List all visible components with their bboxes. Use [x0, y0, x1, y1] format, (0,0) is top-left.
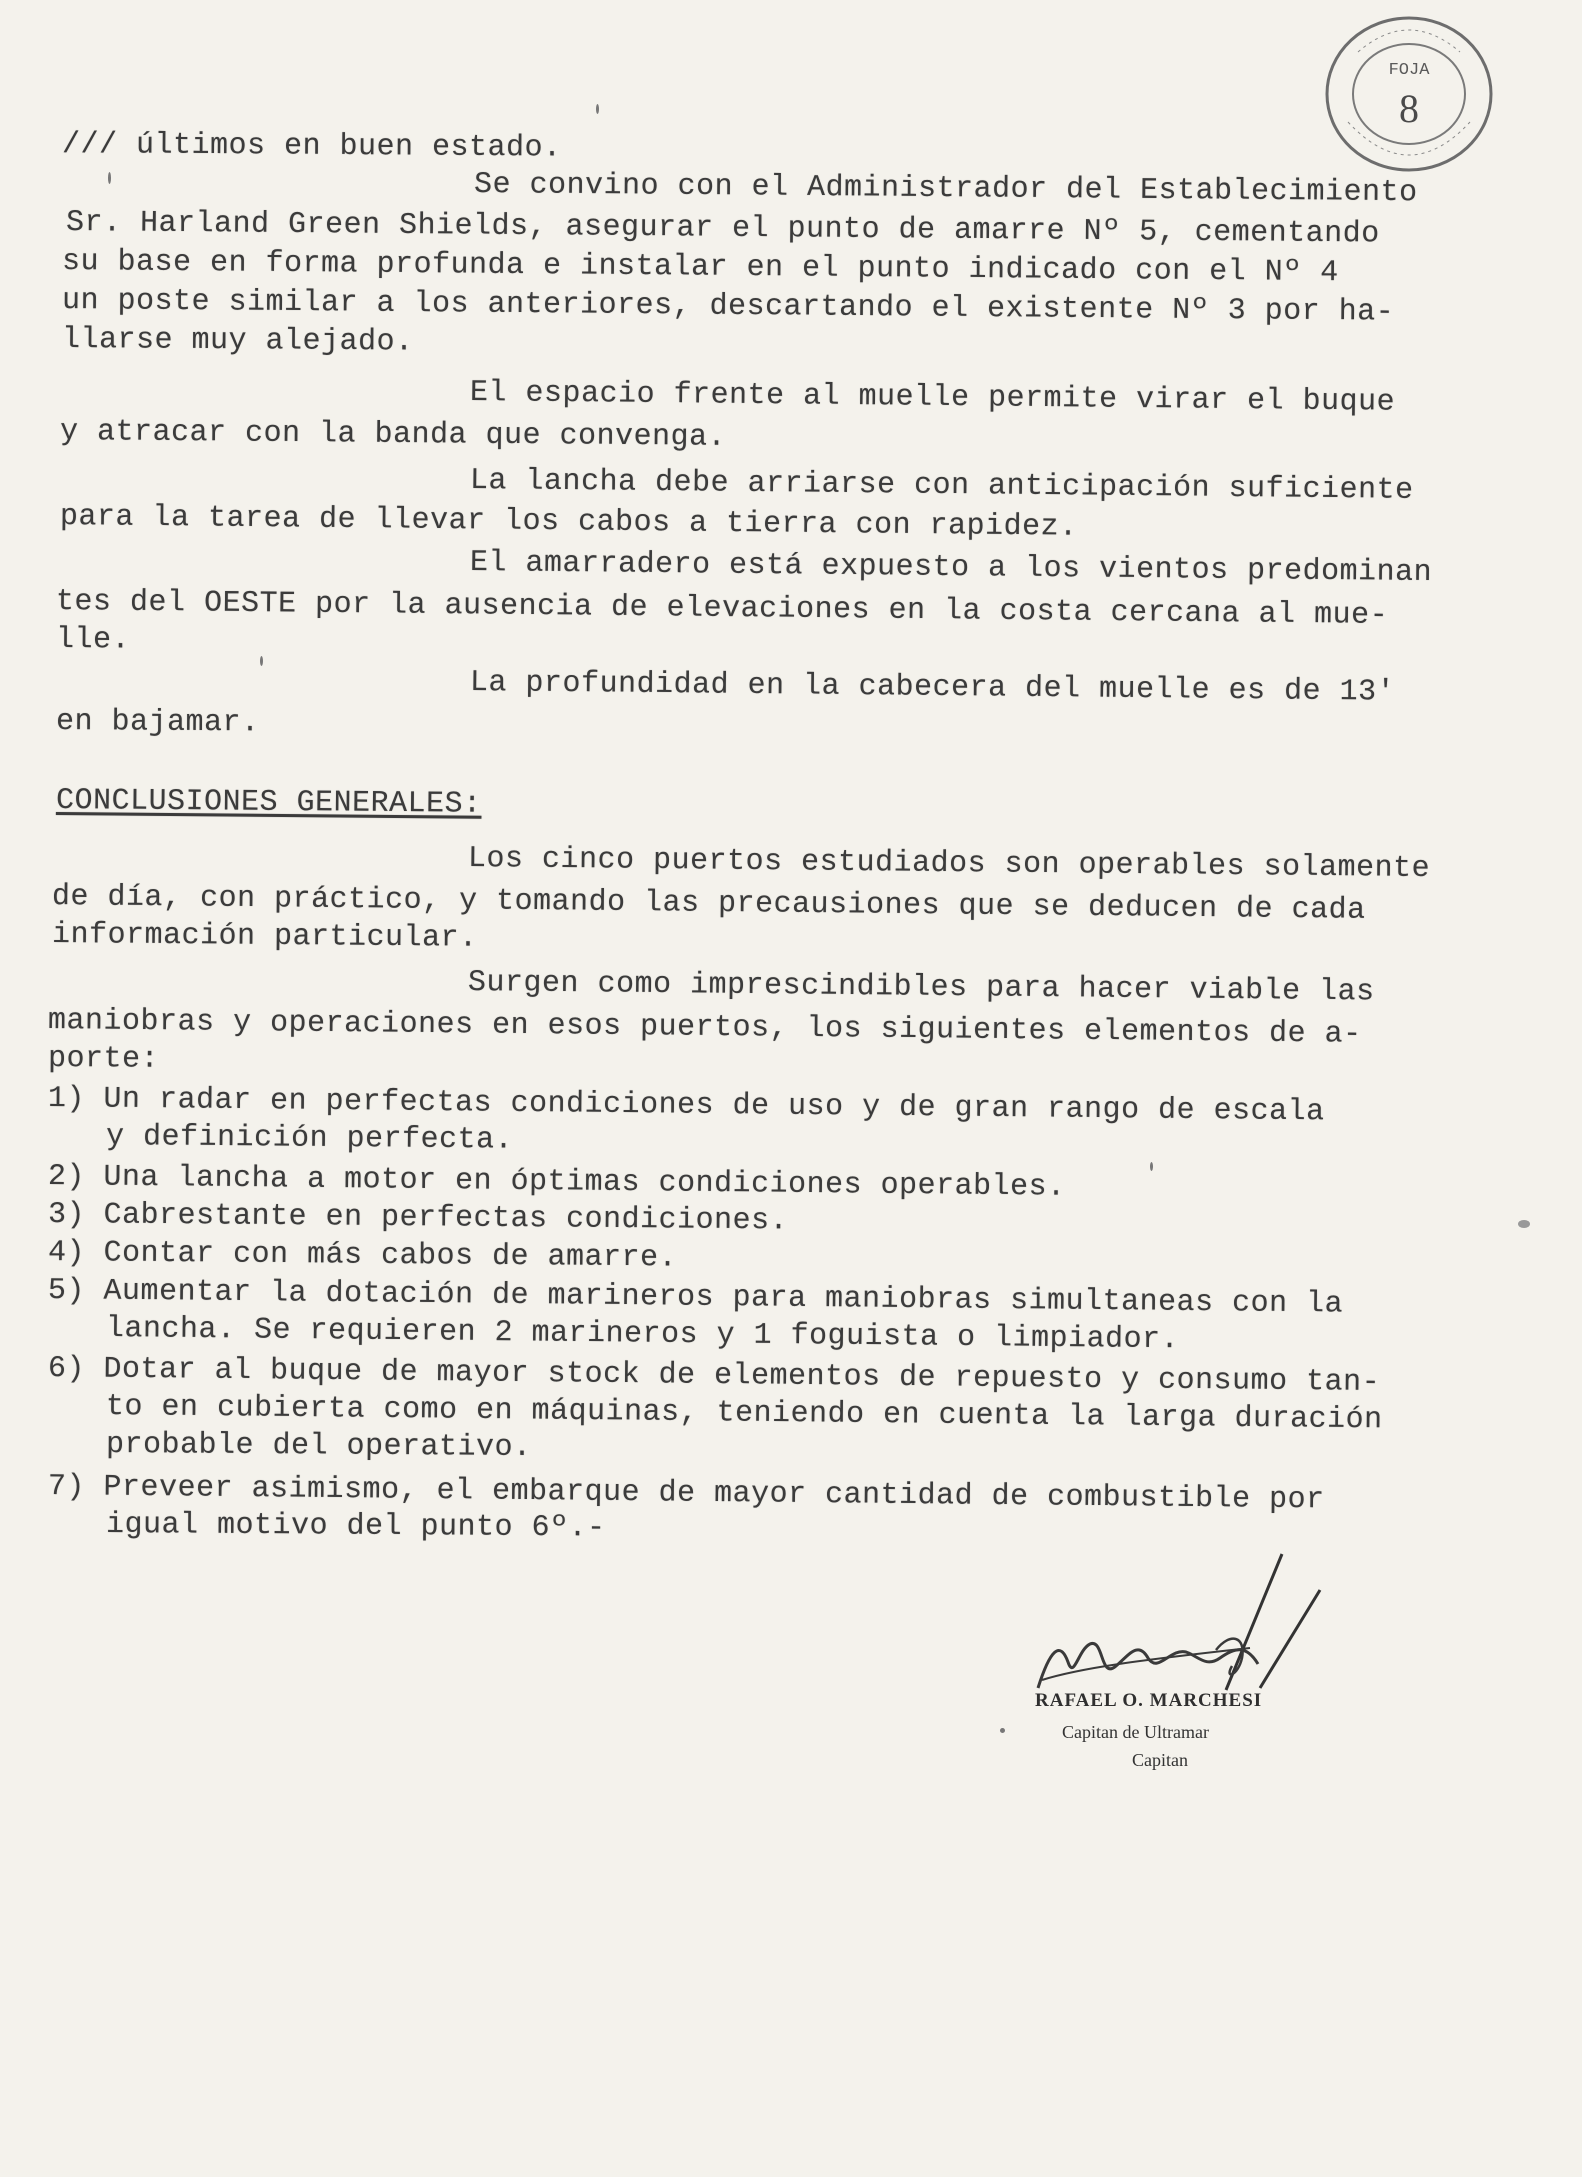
text-line: un poste similar a los anteriores, descartando el existente Nº 3 por ha- [61, 284, 1395, 330]
text-line: Surgen como imprescindibles para hacer viable las [467, 966, 1375, 1010]
signer-title: Capitan de Ultramar [1062, 1722, 1209, 1742]
handwritten-signature [1020, 1540, 1340, 1710]
text-line: Sr. Harland Green Shields, asegurar el punto de amarre Nº 5, cementando [65, 206, 1380, 252]
list-item: 3) Cabrestante en perfectas condiciones. [47, 1198, 789, 1239]
text-line: lle. [55, 623, 131, 658]
text-line: y atracar con la banda que convenga. [59, 415, 727, 455]
ink-speck [108, 172, 111, 184]
text-line: La profundidad en la cabecera del muelle es de 13' [469, 666, 1396, 710]
text-line: El amarradero está expuesto a los vientos predominan [469, 546, 1433, 591]
text-line: su base en forma profunda e instalar en el punto indicado con el Nº 4 [61, 245, 1339, 291]
list-item: 5) Aumentar la dotación de marineros para maniobras simultaneas con la [47, 1274, 1344, 1322]
list-item-continuation: to en cubierta como en máquinas, teniendo en cuenta la larga duración [105, 1390, 1383, 1438]
list-item-continuation: lancha. Se requieren 2 marineros y 1 foguista o limpiador. [105, 1312, 1180, 1358]
signer-rank: Capitan [1132, 1750, 1188, 1770]
list-item: 2) Una lancha a motor en óptimas condiciones operables. [47, 1160, 1066, 1205]
section-heading: CONCLUSIONES GENERALES: [55, 784, 482, 822]
text-line: La lancha debe arriarse con anticipación suficiente [469, 464, 1414, 508]
ink-speck [1150, 1162, 1153, 1171]
signer-name: RAFAEL O. MARCHESI [1035, 1690, 1263, 1711]
list-item-continuation: y definición perfecta. [105, 1120, 514, 1158]
text-line: Los cinco puertos estudiados son operables solamente [467, 842, 1431, 887]
list-item-continuation: probable del operativo. [105, 1428, 532, 1465]
list-item: 1) Un radar en perfectas condiciones de uso y de gran rango de escala [47, 1082, 1325, 1130]
text-line: en bajamar. [55, 705, 260, 741]
ink-speck [260, 656, 263, 666]
ink-speck [596, 104, 599, 114]
list-item: 6) Dotar al buque de mayor stock de elementos de repuesto y consumo tan- [47, 1352, 1381, 1400]
stamp-label: FOJA [1388, 61, 1430, 80]
text-line: /// últimos en buen estado. [61, 128, 562, 166]
text-line: para la tarea de llevar los cabos a tierra con rapidez. [59, 500, 1078, 545]
text-line: información particular. [51, 918, 478, 956]
list-item: 7) Preveer asimismo, el embarque de mayor cantidad de combustible por [47, 1470, 1325, 1518]
text-line: llarse muy alejado. [61, 323, 414, 360]
foja-stamp [1318, 10, 1500, 178]
text-line: maniobras y operaciones en esos puertos, los siguientes elementos de a- [47, 1004, 1362, 1052]
ink-speck [1000, 1728, 1005, 1733]
list-item: 4) Contar con más cabos de amarre. [47, 1236, 678, 1276]
list-item-continuation: igual motivo del punto 6º.- [105, 1508, 606, 1546]
seal-icon [1318, 10, 1500, 178]
text-line: Se convino con el Administrador del Establecimiento [473, 168, 1418, 211]
text-line: de día, con práctico, y tomando las precausiones que se deducen de cada [51, 880, 1366, 928]
text-line: porte: [47, 1042, 160, 1077]
text-line: El espacio frente al muelle permite virar el buque [469, 376, 1396, 420]
stamp-number: 8 [1399, 86, 1419, 131]
ink-speck [1518, 1220, 1530, 1228]
text-line: tes del OESTE por la ausencia de elevaciones en la costa cercana al mue- [55, 585, 1389, 633]
